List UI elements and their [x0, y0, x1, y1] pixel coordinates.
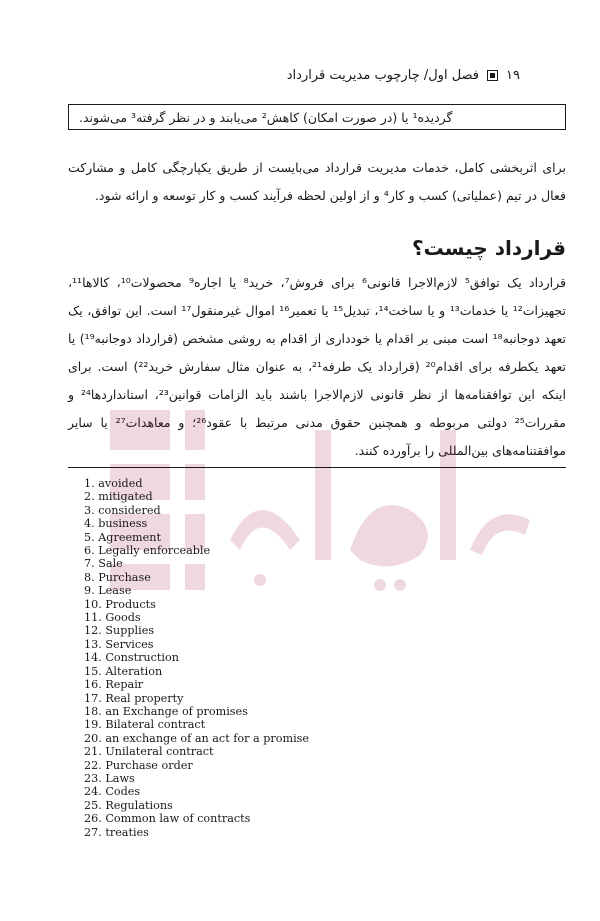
- footnote-item: 8. Purchase: [84, 570, 151, 584]
- footnote-item: 7. Sale: [84, 557, 123, 571]
- footnote-item: 13. Services: [84, 637, 154, 651]
- footnote-item: 14. Construction: [84, 651, 179, 665]
- footnote-item: 9. Lease: [84, 584, 132, 598]
- footnote-item: 16. Repair: [84, 678, 144, 692]
- footnote-item: 2. mitigated: [84, 490, 153, 504]
- footnote-item: 11. Goods: [84, 611, 141, 625]
- footnote-item: 1. avoided: [84, 477, 143, 490]
- footnote-item: 12. Supplies: [84, 624, 155, 638]
- footnote-item: 10. Products: [84, 597, 156, 611]
- footnote-item: 17. Real property: [84, 691, 184, 705]
- section-heading: قرارداد چیست؟: [412, 236, 566, 260]
- footnote-item: 6. Legally enforceable: [84, 544, 211, 558]
- paragraph-2: قرارداد یک توافق⁵ لازم‌الاجرا قانونی⁶ برای فروش⁷، خرید⁸ یا اجاره⁹ محصولات¹⁰، کالاها¹¹، تجهیزات¹² یا خدمات¹³ و یا ساخت¹⁴، تبدیل¹⁵ یا تعمیر¹⁶ اموال غیرمنقول¹⁷ است. این توافق، یک تعهد دوجانبه¹⁸ است مبنی بر اقدام یا خودداری از اقدام به روشی مشخص (قرارداد دوجانبه¹⁹) یا تعهد یکطرفه برای اقدام²⁰ (قرارداد یک طرفه²¹، به عنوان مثال سفارش خرید²²) است. برای اینکه این توافقنامه‌ها از نظر قانونی لازم‌الاجرا باشند باید الزامات قوانین²³، استانداردها²⁴ و مقررات²⁵ دولتی مربوطه و همچنین حقوق مدنی مرتبط با عقود²⁶؛ و معاهدات²⁷ یا سایر موافقتنامه‌های بین‌المللی را برآورده کنند.: [68, 275, 566, 458]
- footnote-item: 4. business: [84, 517, 148, 531]
- paragraph-1: برای اثربخشی کامل، خدمات مدیریت قرارداد می‌بایست از طریق یکپارچگی کامل و مشارکت فعال در تیم (عملیاتی) کسب و کار⁴ و از اولین لحظه فرآیند کسب و کار توسعه و ارائه شود.: [68, 160, 566, 203]
- footnote-item: 25. Regulations: [84, 798, 173, 812]
- footnote-item: 24. Codes: [84, 785, 141, 799]
- running-header: [287, 64, 520, 86]
- footnote-item: 5. Agreement: [84, 530, 161, 544]
- boxed-line-text: گردیده¹ یا (در صورت امکان) کاهش² می‌یابند و در نظر گرفته³ می‌شوند.: [79, 109, 453, 125]
- chapter-title: فصل اول/ چارچوب مدیریت قرارداد: [286, 67, 480, 83]
- footnote-item: 20. an exchange of an act for a promise: [84, 731, 310, 745]
- footnote-item: 27. treaties: [84, 825, 149, 839]
- boxed-continuation-line: [68, 104, 566, 130]
- footnote-divider: [68, 467, 566, 468]
- footnote-item: 26. Common law of contracts: [84, 812, 251, 826]
- footnote-item: 19. Bilateral contract: [84, 718, 206, 732]
- footnote-item: 18. an Exchange of promises: [84, 704, 248, 718]
- footnote-item: 22. Purchase order: [84, 758, 193, 772]
- footnote-item: 21. Unilateral contract: [84, 745, 214, 759]
- footnote-list: [84, 477, 309, 839]
- footnote-item: 23. Laws: [84, 771, 135, 785]
- page-number: ۱۹: [506, 67, 520, 83]
- footnote-item: 3. considered: [84, 503, 161, 517]
- square-bullet-icon: [487, 70, 498, 81]
- footnote-item: 15. Alteration: [84, 664, 163, 678]
